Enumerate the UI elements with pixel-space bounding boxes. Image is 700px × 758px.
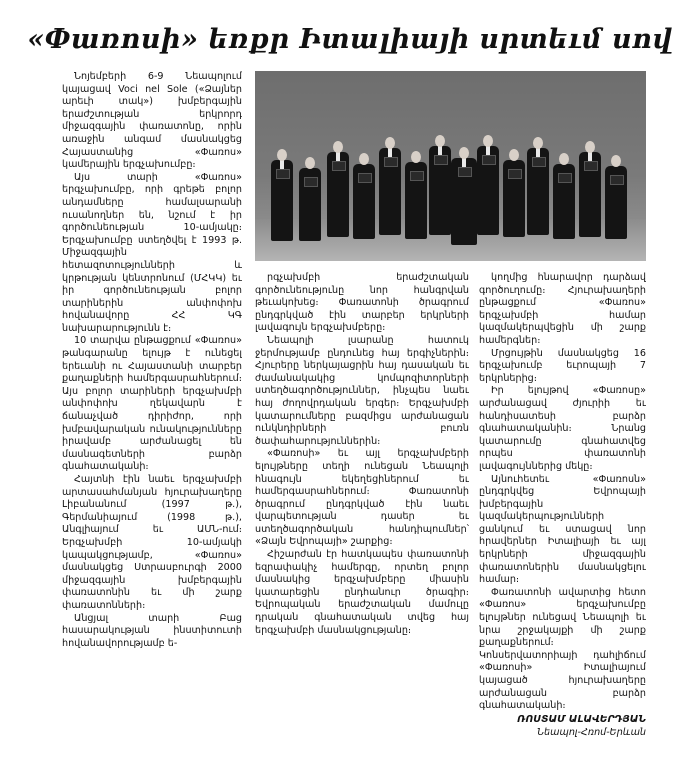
choir-singer xyxy=(379,137,401,235)
singer-head xyxy=(585,141,595,153)
paragraph: Նոյեմբերի 6-9 Նեապոլում կայացավ Voci nel Sole («Ձայներ արեւի տակ») խմբերգային երաժշտության երկրորդ միջազգային փառատոնը, որին առաջին անգամ մասնակցեց Հայաստանից «Փառոս» կամերային երգչախումբը։ xyxy=(62,71,242,171)
choir-singer xyxy=(327,141,349,237)
singer-head xyxy=(277,149,287,161)
singer-head xyxy=(359,153,369,165)
choir-singer xyxy=(429,135,451,235)
choir-singer xyxy=(527,137,549,235)
singer-head xyxy=(509,149,519,161)
music-folder xyxy=(410,171,424,181)
choir-singer xyxy=(353,153,375,239)
music-folder xyxy=(558,173,572,183)
choir-singer xyxy=(503,149,525,237)
paragraph: Նեապոլի լսարանը հատուկ ջերմությամբ ընդունեց հայ երգիչներին։ Հյուրերը ներկայացրին հայ դասական եւ ժամանակակից կոմպոզիտորների ստեղծագործություններ, ինչպես նաեւ հայ ժողովրդական երգեր։ Երգչախմբի կատարումները բազմիցս արժանացան ունկնդիրների բուռն ծափահարություններին։ xyxy=(255,334,469,447)
paragraph: Փառատոնի ավարտից հետո «Փառոս» երգչախումբը ելույթներ ունեցավ Նեապոլի եւ նրա շրջակայքի մի շարք քաղաքներում։ Կոնսերվատորիայի դահլիճում «Փառոսի» Իտալիայում կայացած հյուրախաղերը արժանացան բարձր գնահատականի։ xyxy=(479,586,646,712)
paragraph: Հիշարժան էր հատկապես փառատոնի եզրափակիչ համերգը, որտեղ բոլոր մասնակից երգչախմբերը միասին կատարեցին ընդհանուր ծրագիր։ Եվրոպական երաժշտական մամուլը դրական գնահատական տվեց հայ երգչախմբի մասնակցությանը։ xyxy=(255,549,469,636)
choir-singer xyxy=(405,151,427,239)
music-folder xyxy=(458,167,472,177)
music-folder xyxy=(276,169,290,179)
music-folder xyxy=(304,177,318,187)
singer-head xyxy=(305,157,315,169)
paragraph: «Փառոսի» եւ այլ երգչախմբերի ելույթները տեղի ունեցան Նեապոլի հնագույն եկեղեցիներում եւ համերգասրահներում։ Փառատոնի ծրագրում ընդգրկված էին նաեւ վարպետության դասեր եւ ստեղծագործական հանդիպումներ՝ «Ձայն Եվրոպայի» շարքից։ xyxy=(255,448,469,548)
article-column-3 xyxy=(479,272,646,712)
paragraph: 10 տարվա ընթացքում «Փառոս» թանգարանը ելույթ է ունեցել երեւանի ու Հայաստանի տարբեր քաղաքների համերգասրահներում։ Այս բոլոր տարիների երգչախմբի անփոփոխ ղեկավարն է ճանաչված դիրիժոր, որի խմբավարական ունակությունները իրավամբ արժանացել են մասնագետների բարձր գնահատականի։ xyxy=(62,335,242,473)
author-name: ՌՈՍՏԱՄ ԱԼԱՎԵՐԴՅԱՆ xyxy=(517,714,646,725)
singer-head xyxy=(435,135,445,147)
paragraph: Իր ելույթով «Փառոսը» արժանացավ ժյուրիի եւ հանդիսատեսի բարձր գնահատականին։ Նրանց կատարումը գնահատվեց որպես փառատոնի լավագույններից մեկը։ xyxy=(479,385,646,472)
music-folder xyxy=(508,169,522,179)
paragraph: րգչախմբի երաժշտական գործունեությունը նոր հանգրվան թեւակոխեց։ Փառատոնի ծրագրում ընդգրկված էին տարբեր երկրների լավագույն երգչախմբերը։ xyxy=(255,272,469,334)
singer-head xyxy=(611,155,621,167)
author-signature xyxy=(479,713,646,739)
music-folder xyxy=(434,155,448,165)
music-folder xyxy=(384,157,398,167)
choir-singer xyxy=(451,147,477,245)
paragraph: Անցյալ տարի Բաց հասարակության ինստիտուտի հովանավորությամբ ե- xyxy=(62,612,242,649)
choir-photo xyxy=(255,71,646,261)
choir-singer xyxy=(477,135,499,235)
music-folder xyxy=(532,157,546,167)
article-headline: «Փառոսի» եռքր Իտալիայի սրտեւմ սով xyxy=(27,24,673,55)
singer-head xyxy=(459,147,469,159)
choir-singer xyxy=(553,153,575,239)
paragraph: Մրցույթին մասնակցեց 16 երգչախումբ եւրոպայի 7 երկրներից։ xyxy=(479,347,646,384)
article-column-2 xyxy=(255,272,469,712)
singer-head xyxy=(385,137,395,149)
music-folder xyxy=(358,173,372,183)
paragraph: Այս տարի «Փառոս» երգչախումբը, որի գրեթե բոլոր անդամները համալսարանի ուսանողներ են, նշում է իր գործունեության 10-ամյակը։ Երգչախումբը ստեղծվել է 1993 թ. Միջազգային հետազոտությունների և կրթության կենտրոնում (ՄՀԿԿ) եւ իր գործունեության բոլոր տարիներին անփոփոխ հովանավորը ՀՀ ԿԳ նախարարությունն է։ xyxy=(62,171,242,334)
article-column-1 xyxy=(62,71,242,751)
singer-head xyxy=(483,135,493,147)
paragraph: Հայտնի էին նաեւ երգչախմբի արտասահմանյան հյուրախաղերը Լիբանանում (1997 թ.), Գերմանիայում (1998 թ.), Անգլիայում եւ ԱՄՆ-ում։ Երգչախմբի 10-ամյակի կապակցությամբ, «Փառոս» մասնակցեց Ստրասբուրգի 2000 միջազգային խմբերգային փառատոնին եւ մի շարք փառատոնների։ xyxy=(62,474,242,611)
choir-singer xyxy=(605,155,627,239)
paragraph: Այնուհետեւ «Փառոսն» ընդգրկվեց Եվրոպայի խմբերգային կազմակերպությունների ցանկում եւ ստացավ նոր հրավերներ Իտալիայի եւ այլ երկրների միջազգային փառատոներին մասնակցելու համար։ xyxy=(479,473,646,586)
choir-singer xyxy=(579,141,601,237)
singer-head xyxy=(533,137,543,149)
choir-singer xyxy=(271,149,293,241)
choir-singer xyxy=(299,157,321,241)
singer-head xyxy=(411,151,421,163)
music-folder xyxy=(610,175,624,185)
singer-head xyxy=(559,153,569,165)
music-folder xyxy=(332,161,346,171)
paragraph: կողմից հնարավոր դարձավ գործուղումը։ Հյուրախաղերի ընթացքում «Փառոս» երգչախմբի համար կազմակերպվեցին մի շարք համերգներ։ xyxy=(479,272,646,346)
author-location: Նեապոլ-Հռոմ-Երևան xyxy=(537,727,646,738)
music-folder xyxy=(584,161,598,171)
music-folder xyxy=(482,155,496,165)
singer-head xyxy=(333,141,343,153)
